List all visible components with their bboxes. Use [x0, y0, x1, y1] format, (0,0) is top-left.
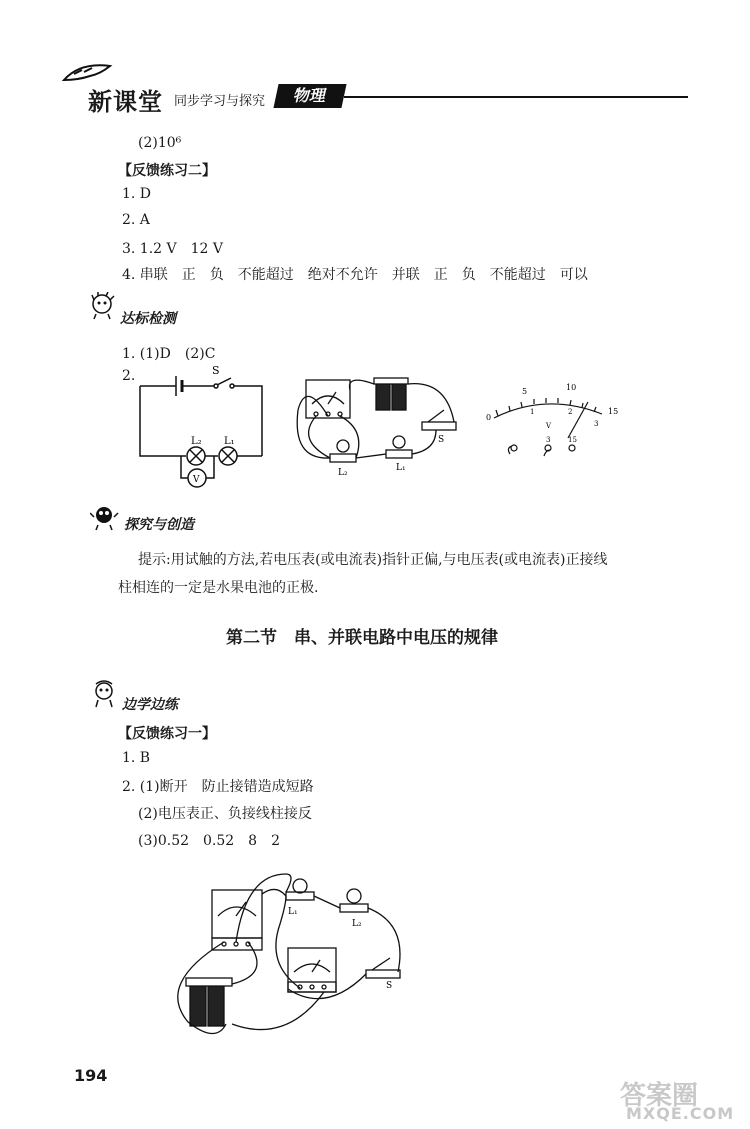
- dial-tick-label: 5: [522, 387, 528, 396]
- switch-label: S: [438, 435, 445, 445]
- circuit-schematic: [136, 366, 266, 496]
- lamp-label: L₂: [338, 468, 348, 478]
- terminal-label: 15: [568, 436, 577, 444]
- answer-line: 1. B: [122, 750, 151, 766]
- lamp-label: L₁: [288, 907, 298, 917]
- lamp-label: L₂: [191, 436, 202, 447]
- switch-label: S: [386, 981, 393, 991]
- circuit-wiring-drawing: [176, 864, 416, 1044]
- answer-line: 2. (1)断开 防止接错造成短路: [122, 779, 314, 795]
- header-logo: 新课堂: [88, 88, 163, 116]
- answer-line: (2)10⁶: [138, 135, 182, 151]
- dial-tick-label: 1: [530, 408, 535, 416]
- dial-tick-label: 10: [566, 383, 577, 392]
- hint-text: 柱相连的一定是水果电池的正极.: [118, 580, 319, 596]
- page-number: 194: [74, 1066, 108, 1085]
- mascot-icon: [90, 503, 120, 531]
- question-label: 2.: [122, 368, 136, 384]
- voltmeter-dial: [484, 380, 624, 460]
- answer-line: (3)0.52 0.52 8 2: [138, 833, 280, 849]
- section-heading: 达标检测: [120, 311, 176, 327]
- dial-tick-label: 0: [486, 413, 492, 422]
- terminal-label: 3: [546, 436, 551, 444]
- answer-line: 2. A: [122, 212, 150, 228]
- lamp-label: L₁: [396, 463, 406, 473]
- dial-tick-label: 3: [594, 420, 599, 428]
- dial-tick-label: 15: [608, 407, 619, 416]
- dial-unit-label: V: [546, 422, 552, 430]
- answer-line: 4. 串联 正 负 不能超过 绝对不允许 并联 正 负 不能超过 可以: [122, 267, 588, 283]
- watermark: 答案圈: [620, 1081, 699, 1111]
- voltmeter-label: V: [193, 475, 200, 485]
- lamp-label: L₁: [224, 436, 235, 447]
- feedback1-title: 【反馈练习一】: [118, 726, 216, 742]
- header-rule: [344, 96, 688, 98]
- mascot-icon: [90, 680, 120, 708]
- answer-line: 1. D: [122, 186, 152, 202]
- switch-label: S: [212, 366, 220, 377]
- hint-text: 提示:用试触的方法,若电压表(或电流表)指针正偏,与电压表(或电流表)正接线: [138, 552, 608, 568]
- feedback2-title: 【反馈练习二】: [118, 163, 216, 179]
- section-heading: 边学边练: [122, 697, 178, 713]
- answer-line: 3. 1.2 V 12 V: [122, 241, 224, 257]
- answer-line: 1. (1)D (2)C: [122, 346, 216, 362]
- mascot-icon: [88, 292, 118, 320]
- circuit-wiring-drawing: [286, 370, 466, 488]
- section-heading: 探究与创造: [124, 517, 194, 533]
- dial-tick-label: 2: [568, 408, 573, 416]
- header-subtitle: 同步学习与探究: [174, 94, 266, 109]
- lamp-label: L₂: [352, 919, 362, 929]
- watermark: MXQE.COM: [626, 1104, 735, 1123]
- header-subject-badge: 物理: [273, 84, 346, 108]
- answer-line: (2)电压表正、负接线柱接反: [138, 806, 312, 822]
- section-title: 第二节 串、并联电路中电压的规律: [226, 628, 498, 648]
